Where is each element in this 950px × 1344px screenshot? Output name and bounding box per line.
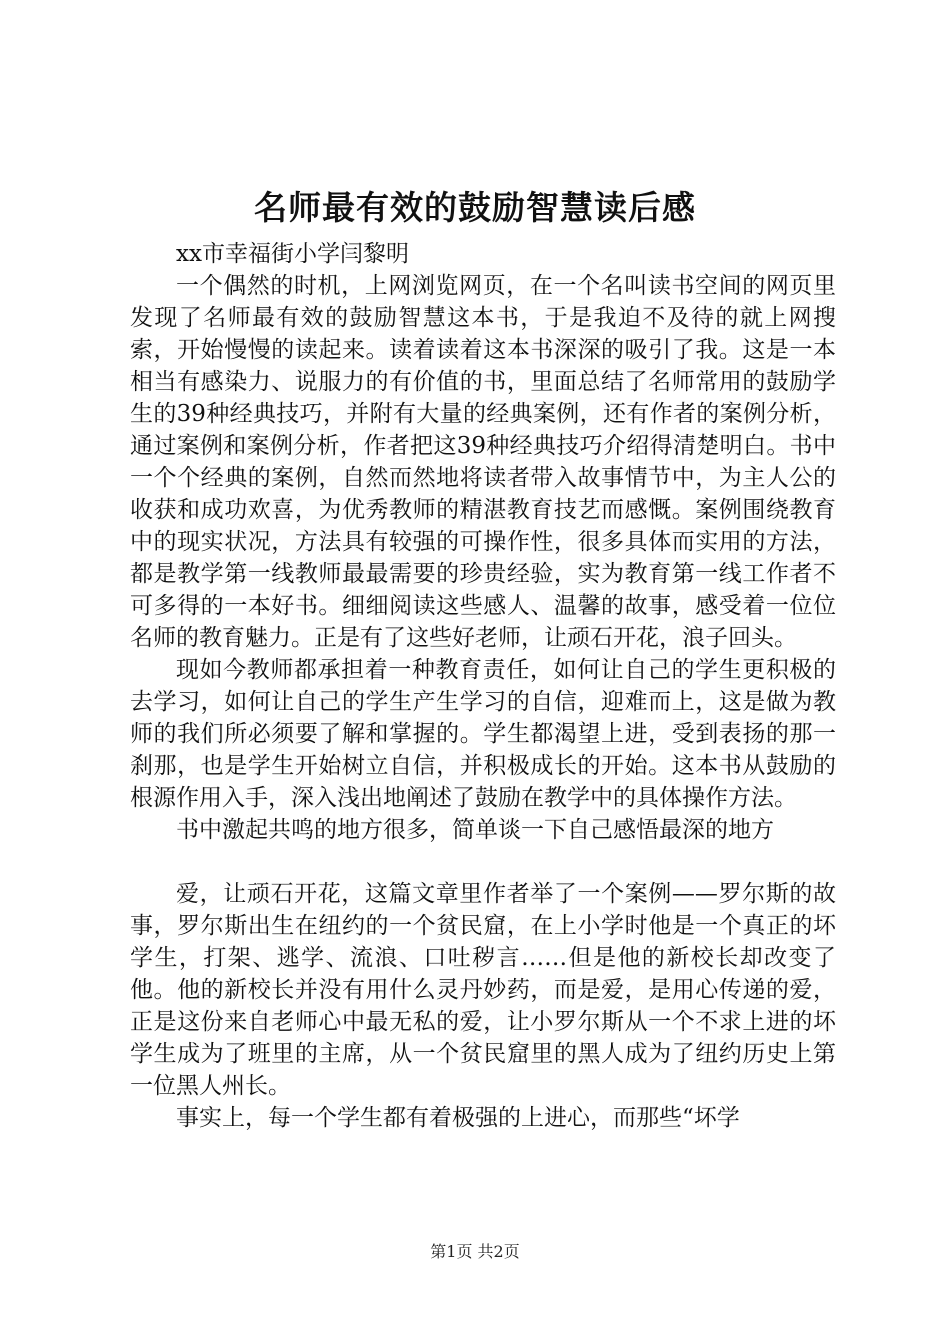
paragraph-3: 书中激起共鸣的地方很多，简单谈一下自己感悟最深的地方	[176, 817, 774, 843]
paragraph-2: 现如今教师都承担着一种教育责任，如何让自己的学生更积极的去学习，如何让自己的学生产生学习的自信，迎难而上，这是做为教师的我们所必须要了解和掌握的。学生都渴望上进，受到表扬的那一刹那，也是学生开始树立自信，并积极成长的开始。这本书从鼓励的根源作用入手，深入浅出地阐述了鼓励在教学中的具体操作方法。	[130, 657, 836, 811]
paragraph-5: 事实上，每一个学生都有着极强的上进心，而那些“坏学	[176, 1105, 740, 1131]
document-title: 名师最有效的鼓励智慧读后感	[254, 188, 696, 227]
paragraph-spacer	[130, 846, 836, 878]
paragraph-4: 爱，让顽石开花，这篇文章里作者举了一个案例——罗尔斯的故事，罗尔斯出生在纽约的一个贫民窟，在上小学时他是一个真正的坏学生，打架、逃学、流浪、口吐秽言……但是他的新校长却改变了他。他的新校长并没有用什么灵丹妙药，而是爱，是用心传递的爱，正是这份来自老师心中最无私的爱，让小罗尔斯从一个不求上进的坏学生成为了班里的主席，从一个贫民窟里的黑人成为了纽约历史上第一位黑人州长。	[130, 881, 836, 1099]
document-body	[130, 238, 836, 1134]
page-footer: 第1页 共2页	[430, 1242, 520, 1261]
author-line: xx市幸福街小学闫黎明	[176, 241, 409, 267]
paragraph-1: 一个偶然的时机，上网浏览网页，在一个名叫读书空间的网页里发现了名师最有效的鼓励智慧这本书，于是我迫不及待的就上网搜索，开始慢慢的读起来。读着读着这本书深深的吸引了我。这是一本相当有感染力、说服力的有价值的书，里面总结了名师常用的鼓励学生的39种经典技巧，并附有大量的经典案例，还有作者的案例分析，通过案例和案例分析，作者把这39种经典技巧介绍得清楚明白。书中一个个经典的案例，自然而然地将读者带入故事情节中，为主人公的收获和成功欢喜，为优秀教师的精湛教育技艺而感慨。案例围绕教育中的现实状况，方法具有较强的可操作性，很多具体而实用的方法，都是教学第一线教师最最需要的珍贵经验，实为教育第一线工作者不可多得的一本好书。细细阅读这些感人、温馨的故事，感受着一位位名师的教育魅力。正是有了这些好老师，让顽石开花，浪子回头。	[130, 273, 836, 651]
